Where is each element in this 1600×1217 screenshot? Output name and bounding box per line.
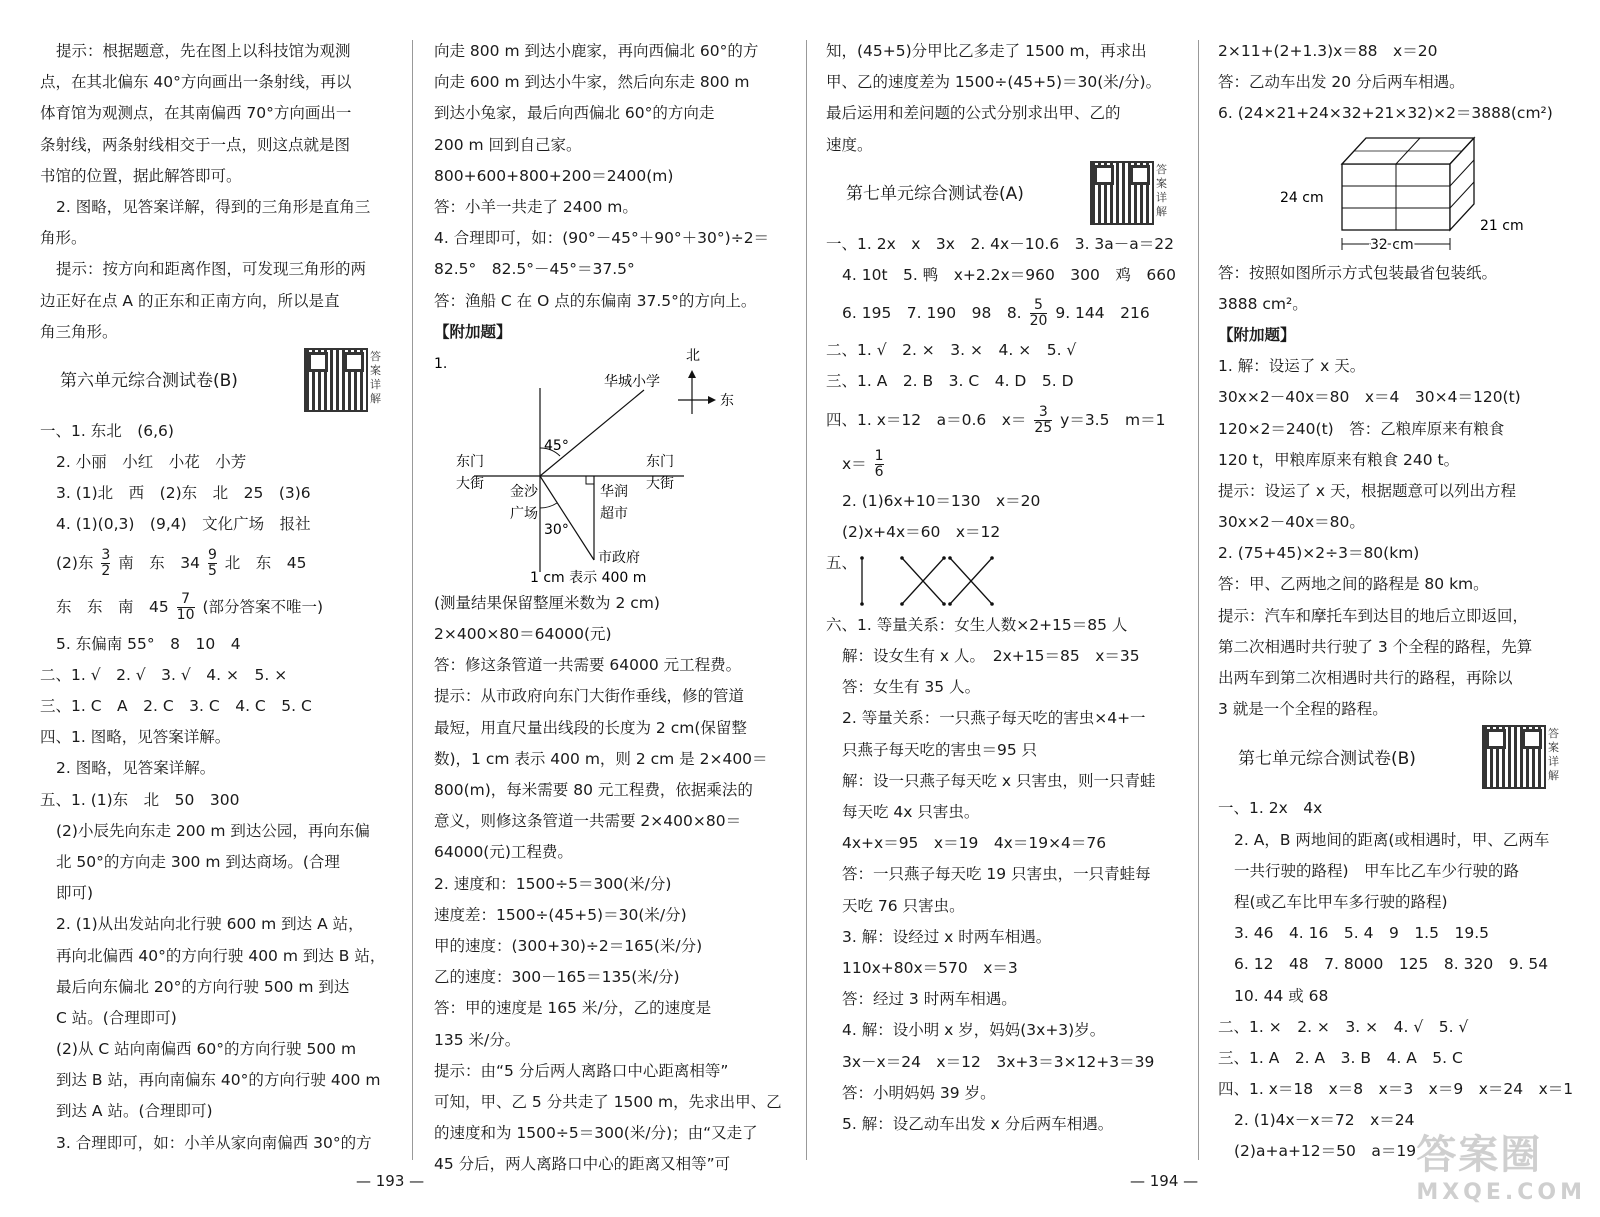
column-4 [1218,36,1572,1168]
text-line: 3x－x＝24 x＝12 3x+3＝3×12+3＝39 [842,1052,1155,1071]
north-arrow-icon [688,370,696,378]
text-line: 3. 46 4. 16 5. 4 9 1.5 19.5 [1234,924,1489,943]
watermark-sub: MXQE.COM [1416,1180,1586,1205]
text-line: 【附加题】 [1218,325,1296,344]
text-line: 2. (75+45)×2÷3＝80(km) [1218,544,1420,563]
box-width-label: 32 cm [1370,236,1414,253]
matching-lines [826,548,1180,610]
text-line: 2. 速度和：1500÷5＝300(米/分) [434,874,672,893]
text-line: 北 50°的方向走 300 m 到达商场。(合理 [56,852,340,871]
text: (部分答案不唯一) [202,597,324,616]
text-line: 书馆的位置，据此解答即可。 [40,166,242,185]
city-hall-label: 市政府 [598,549,640,566]
box-svg [1218,130,1572,258]
text-line: 5. 东偏南 55° 8 10 4 [56,634,241,653]
text-line-with-fraction [826,291,1180,335]
box-depth-label: 21 cm [1480,217,1524,234]
text-line: 3 就是一个全程的路程。 [1218,700,1388,719]
box-height-label: 24 cm [1280,189,1324,206]
page-number-right: — 194 — [1130,1172,1199,1190]
fraction [177,592,195,623]
text-line: 只燕子每天吃的害虫＝95 只 [842,740,1038,759]
huarun-label-2: 超市 [600,505,628,522]
text-line: 2. 小丽 小红 小花 小芳 [56,453,247,472]
line-to-city-hall [540,476,594,560]
text-line: 【附加题】 [434,322,512,341]
column-3 [826,36,1180,1140]
text-line: 意义，则修这条管道一共需要 2×400×80＝ [434,812,742,831]
denominator: 5 [207,562,217,579]
map-svg [434,348,788,588]
text: 四、1. x＝12 a＝0.6 x＝ [826,410,1027,429]
text-line: 4. (1)(0,3) (9,4) 文化广场 报社 [56,515,311,534]
text-line: 甲、乙的速度差为 1500÷(45+5)＝30(米/分)。 [826,73,1162,92]
text-line: 再向北偏西 40°的方向行驶 400 m 到达 B 站， [56,946,386,965]
text-line: 3. 合理即可，如：小羊从家向南偏西 30°的方 [56,1133,372,1152]
text-line: 提示：汽车和摩托车到达目的地后立即返回， [1218,606,1529,625]
text-line: 4. 解：设小明 x 岁，妈妈(3x+3)岁。 [842,1021,1106,1040]
text-line: 第二次相遇时共行驶了 3 个全程的路程，先算 [1218,637,1533,656]
right-angle-mark [586,476,594,484]
text: y＝3.5 m＝1 [1060,410,1166,429]
section-label: 五、 [826,553,858,572]
text-line: 体育馆为观测点，在其南偏西 70°方向画出一 [40,104,352,123]
text-line: 答：小羊一共走了 2400 m。 [434,197,638,216]
text-line-with-fractions [40,541,394,585]
text-line: 天吃 76 只害虫。 [842,896,965,915]
huarun-label-1: 华润 [600,483,628,500]
denominator: 2 [101,562,111,579]
text-line: 五、1. (1)东 北 50 300 [40,790,240,809]
north-label: 北 [686,347,700,364]
text-line-with-fraction [826,398,1180,442]
text-line: 解：设女生有 x 人。 2x+15＝85 x＝35 [842,647,1140,666]
text: 南 东 34 [118,553,200,572]
text-line: 三、1. C A 2. C 3. C 4. C 5. C [40,697,312,715]
text: x＝ [842,454,867,473]
text-line: 2. (1)4x－x＝72 x＝24 [1234,1111,1415,1130]
qr-code-icon[interactable] [306,350,366,410]
box-diagram [1218,130,1572,258]
text-line: 即可) [56,884,94,903]
text-line: 3. (1)北 西 (2)东 北 25 (3)6 [56,484,311,503]
angle-45-label: 45° [544,437,569,454]
text-line: 点，在其北偏东 40°方向画出一条射线，再以 [40,73,352,92]
numerator: 1 [874,447,884,464]
text-line: 向走 600 m 到达小牛家，然后向东走 800 m [434,73,750,92]
text-line: 乙的速度：300－165＝135(米/分) [434,968,680,987]
text-line: 一、1. 2x 4x [1218,799,1323,818]
fraction [875,449,884,480]
text: 北 东 45 [224,553,307,572]
text-line: 知，(45+5)分甲比乙多走了 1500 m，再求出 [826,42,1147,60]
jinsha-label-1: 金沙 [510,483,538,500]
text-line: 2. (1)从出发站向北行驶 600 m 到达 A 站， [56,915,364,934]
qr-code-icon[interactable] [1484,727,1544,787]
angle-30-arc [540,503,557,508]
text-line: 110x+80x＝570 x＝3 [842,958,1018,977]
jinsha-label-2: 广场 [510,505,538,522]
section-title: 第七单元综合测试卷(B) [1238,748,1416,769]
watermark-main: 答案圈 [1416,1132,1543,1178]
text-line: 速度差：1500÷(45+5)＝30(米/分) [434,905,687,924]
text-line: 800(m)，每米需要 80 元工程费，依据乘法的 [434,781,753,799]
text-line: 45 分后，两人离路口中心的距离又相等”可 [434,1155,731,1174]
text-line: 四、1. x＝18 x＝8 x＝3 x＝9 x＝24 x＝1 [1218,1080,1574,1099]
east-gate-street-left-2: 大街 [456,475,484,492]
text-line: 向走 800 m 到达小鹿家，再向西偏北 60°的方 [434,42,759,60]
text-line: 10. 44 或 68 [1234,986,1329,1005]
text-line: 一、1. 东北 (6,6) [40,421,174,440]
text-line: 2. (1)6x+10＝130 x＝20 [842,491,1041,510]
qr-label: 答案详解 [1156,162,1167,218]
text-line: 答：小明妈妈 39 岁。 [842,1083,996,1102]
text-line: (2)x+4x＝60 x＝12 [842,522,1001,541]
text-line: (测量结果保留整厘米数为 2 cm) [434,593,660,612]
text-line: 答：经过 3 时两车相遇。 [842,990,1017,1009]
section-heading [826,161,1180,229]
angle-30-label: 30° [544,521,569,538]
text-line: 二、1. √ 2. × 3. × 4. × 5. √ [826,341,1077,360]
text: 6. 195 7. 190 98 8. [842,304,1022,323]
text-line-with-fraction [826,442,1180,486]
text-line: (2)a+a+12＝50 a＝19 [1234,1142,1417,1161]
numerator: 3 [1034,405,1052,421]
school-label: 华城小学 [604,373,660,390]
numerator: 9 [207,546,217,563]
text-line: 一共行驶的路程) 甲车比乙车少行驶的路 [1234,861,1520,880]
text-line: 4. 10t 5. 鸭 x+2.2x＝960 300 鸡 660 [842,265,1176,284]
column-divider [412,40,413,1160]
page-number-left: — 193 — [356,1172,425,1190]
text-line: 答：乙动车出发 20 分后两车相遇。 [1218,73,1465,92]
text-line: 200 m 回到自己家。 [434,135,582,154]
text-line: 数)，1 cm 表示 400 m，则 2 cm 是 2×400＝ [434,749,768,768]
fraction [101,548,110,579]
text-line: 程(或乙车比甲车多行驶的路程) [1234,892,1448,911]
text-line: 最短，用直尺量出线段的长度为 2 cm(保留整 [434,718,747,737]
text-line: 三、1. A 2. B 3. C 4. D 5. D [826,372,1074,391]
text-line: 3888 cm²。 [1218,294,1308,313]
text-line: 6. 12 48 7. 8000 125 8. 320 9. 54 [1234,955,1549,974]
text-line: 到达 A 站。(合理即可) [56,1102,213,1121]
text-line: 2. 图略，见答案详解。 [56,759,216,778]
text-line: 64000(元)工程费。 [434,843,573,862]
denominator: 25 [1034,419,1053,436]
text-line: 到达小兔家，最后向西偏北 60°的方向走 [434,104,715,123]
numerator: 7 [177,592,195,608]
text-line: 角三角形。 [40,322,118,341]
east-gate-street-right-2: 大街 [646,475,674,492]
text-line: 角形。 [40,229,87,248]
figure-number: 1. [434,355,448,372]
text-line: 提示：设运了 x 天，根据题意可以列出方程 [1218,481,1517,500]
text: 9. 144 216 [1055,304,1150,323]
text-line: 提示：根据题意，先在图上以科技馆为观测 [56,42,351,60]
denominator: 6 [874,463,884,480]
text-line: 4. 合理即可，如：(90°－45°＋90°＋30°)÷2＝ [434,229,770,248]
section-title: 第七单元综合测试卷(A) [846,184,1024,205]
qr-label: 答案详解 [1548,727,1559,783]
section-heading [40,348,394,416]
denominator: 10 [176,606,195,623]
qr-code-icon[interactable] [1092,163,1152,223]
watermark-logo [1416,1123,1586,1205]
text-line: (2)从 C 站向南偏西 60°的方向行驶 500 m [56,1040,357,1059]
text-line: 6. (24×21+24×32+21×32)×2＝3888(cm²) [1218,104,1553,123]
fraction [1030,298,1048,329]
matching-svg [826,548,1026,610]
text-line: 82.5° 82.5°－45°＝37.5° [434,260,635,279]
map-diagram [434,348,788,588]
text-line: 2. 等量关系：一只燕子每天吃的害虫×4+一 [842,709,1146,728]
text-line: 3. 解：设经过 x 时两车相遇。 [842,927,1052,946]
text-line: 可知，甲、乙 5 分共走了 1500 m，先求出甲、乙 [434,1092,782,1111]
text-line: 5. 解：设乙动车出发 x 分后两车相遇。 [842,1114,1114,1133]
qr-label: 答案详解 [370,349,381,405]
column-1 [40,36,394,1159]
fraction [1034,405,1052,436]
text-line: 提示：由“5 分后两人离路口中心距离相等” [434,1061,729,1080]
text-line: 速度。 [826,135,873,154]
text-line: 答：按照如图所示方式包装最省包装纸。 [1218,263,1498,282]
section-title: 第六单元综合测试卷(B) [60,371,238,392]
numerator: 5 [1030,298,1048,314]
column-divider [1198,40,1199,1160]
text-line: 4x+x＝95 x＝19 4x＝19×4＝76 [842,834,1107,853]
text: 东 东 南 45 [56,597,169,616]
text-line: 每天吃 4x 只害虫。 [842,803,980,821]
text-line: 条射线，两条射线相交于一点，则这点就是图 [40,135,351,154]
text-line: 答：甲的速度是 165 米/分，乙的速度是 [434,999,712,1018]
section-heading [1218,725,1572,793]
text-line: 2. A，B 两地间的距离(或相遇时，甲、乙两车 [1234,830,1550,849]
text-line: 答：渔船 C 在 O 点的东偏南 37.5°的方向上。 [434,291,757,310]
text-line: 1. 解：设运了 x 天。 [1218,357,1366,376]
text-line: 解：设一只燕子每天吃 x 只害虫，则一只青蛙 [842,771,1156,790]
denominator: 20 [1029,313,1048,330]
text-line: 的速度和为 1500÷5＝300(米/分)；由“又走了 [434,1124,758,1143]
text: (2)东 [56,553,94,572]
text-line: 出两车到第二次相遇时共行的路程，再除以 [1218,669,1513,687]
fraction [208,548,217,579]
text-line: 提示：从市政府向东门大街作垂线，修的管道 [434,687,745,706]
east-arrow-icon [708,396,716,404]
text-line: 120 t，甲粮库原来有粮食 240 t。 [1218,450,1460,469]
ray-to-school [540,390,644,476]
text-line: 135 米/分。 [434,1030,521,1049]
column-divider [806,40,807,1160]
east-gate-street-left-1: 东门 [456,453,484,470]
text-line: 答：甲、乙两地之间的路程是 80 km。 [1218,575,1489,594]
text-line: 六、1. 等量关系：女生人数×2+15＝85 人 [826,615,1128,634]
text-line: 四、1. 图略，见答案详解。 [40,728,231,747]
text-line: 最后运用和差问题的公式分别求出甲、乙的 [826,104,1121,123]
text-line: 答：一只燕子每天吃 19 只害虫，一只青蛙每 [842,865,1151,884]
scale-label: 1 cm 表示 400 m [530,569,647,586]
text-line: 120×2＝240(t) 答：乙粮库原来有粮食 [1218,419,1505,438]
column-2 [434,36,788,1180]
text-line: 30x×2－40x＝80。 [1218,513,1365,532]
numerator: 3 [101,546,111,563]
text-line-with-fractions [40,585,394,629]
text-line: 30x×2－40x＝80 x＝4 30×4＝120(t) [1218,388,1521,407]
text-line: 边正好在点 A 的正东和正南方向，所以是直 [40,291,340,310]
text-line: 800+600+800+200＝2400(m) [434,166,674,185]
text-line: 2. 图略，见答案详解，得到的三角形是直角三 [56,197,371,216]
text-line: 最后向东偏北 20°的方向行驶 500 m 到达 [56,977,350,996]
text-line: 甲的速度：(300+30)÷2＝165(米/分) [434,936,703,955]
text-line: 到达 B 站，再向南偏东 40°的方向行驶 400 m [56,1071,381,1090]
text-line: 二、1. √ 2. √ 3. √ 4. × 5. × [40,665,288,684]
text-line: 一、1. 2x x 3x 2. 4x－10.6 3. 3a－a＝22 [826,234,1175,253]
text-line: 答：女生有 35 人。 [842,678,981,697]
text-line: 2×11+(2+1.3)x＝88 x＝20 [1218,42,1438,60]
east-label: 东 [720,392,734,409]
east-gate-street-right-1: 东门 [646,453,674,470]
text-line: 三、1. A 2. A 3. B 4. A 5. C [1218,1048,1463,1067]
text-line: 二、1. × 2. × 3. × 4. √ 5. √ [1218,1017,1469,1036]
text-line: (2)小辰先向东走 200 m 到达公园，再向东偏 [56,821,370,840]
text-line: 答：修这条管道一共需要 64000 元工程费。 [434,656,742,675]
text-line: C 站。(合理即可) [56,1008,177,1027]
text-line: 提示：按方向和距离作图，可发现三角形的两 [56,260,367,279]
text-line: 2×400×80＝64000(元) [434,625,612,644]
